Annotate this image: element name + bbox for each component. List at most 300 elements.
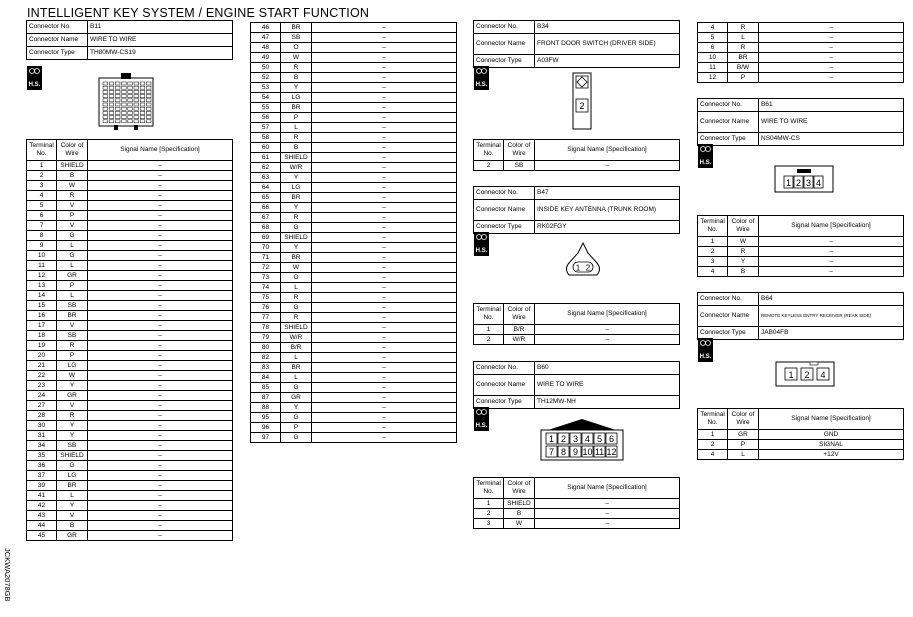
wire-color: Y: [281, 203, 312, 213]
pin-cavity: [103, 107, 108, 110]
signal-name: –: [88, 211, 233, 221]
pin-cavity: [146, 111, 151, 114]
pin-cavity: [103, 86, 108, 89]
wire-color: L: [281, 353, 312, 363]
signal-name: –: [312, 363, 457, 373]
wire-color: L: [57, 241, 88, 251]
wire-color: B: [281, 73, 312, 83]
signal-name: –: [88, 381, 233, 391]
pin-number: 2: [560, 434, 567, 444]
table-row: [27, 171, 233, 181]
pin-number: 6: [608, 434, 615, 444]
signal-name: –: [535, 509, 680, 519]
signal-name: –: [535, 499, 680, 509]
terminal-no: 9: [27, 241, 57, 251]
terminal-no: 57: [251, 123, 281, 133]
wire-color: V: [57, 321, 88, 331]
hs-icon: [474, 232, 489, 256]
wire-color: W: [281, 53, 312, 63]
b11-connector-type: TH80MW-CS19: [88, 47, 233, 60]
table-row: [251, 43, 457, 53]
b61-connector-type: NS04MW-CS: [759, 133, 904, 146]
table-row: [251, 63, 457, 73]
signal-name: –: [88, 511, 233, 521]
pin-cavity: [134, 103, 139, 106]
table-row: [27, 371, 233, 381]
hs-icon: [474, 407, 489, 431]
wire-color: Y: [281, 173, 312, 183]
signal-name: –: [312, 153, 457, 163]
wire-color: W/R: [504, 335, 535, 345]
signal-name: –: [312, 103, 457, 113]
signal-name: –: [312, 233, 457, 243]
pin-number: 5: [596, 434, 603, 444]
table-row: [474, 499, 680, 509]
signal-name: +12V: [759, 450, 904, 460]
pin-cavity: [109, 111, 114, 114]
pin-cavity: [103, 99, 108, 102]
pin-cavity: [146, 107, 151, 110]
wire-color: R: [281, 313, 312, 323]
wire-color: W/R: [281, 333, 312, 343]
wire-color: SB: [504, 161, 535, 171]
terminal-no: 50: [251, 63, 281, 73]
terminal-no: 96: [251, 423, 281, 433]
terminal-no: 10: [27, 251, 57, 261]
signal-name: –: [312, 33, 457, 43]
wire-color: Y: [281, 83, 312, 93]
table-row: [251, 393, 457, 403]
terminal-no: 30: [27, 421, 57, 431]
pin-cavity: [146, 95, 151, 98]
table-row: [251, 333, 457, 343]
b47-pin-1: 1: [575, 263, 581, 273]
signal-name: –: [759, 247, 904, 257]
signal-name: –: [88, 271, 233, 281]
table-row: [27, 251, 233, 261]
signal-name: –: [312, 73, 457, 83]
wire-color: G: [57, 251, 88, 261]
terminal-no: 2: [474, 335, 504, 345]
table-row: [251, 233, 457, 243]
pin-cavity: [140, 82, 145, 85]
b34-connector-no: B34: [535, 21, 680, 34]
pin-number: 4: [815, 178, 822, 188]
terminal-no: 13: [27, 281, 57, 291]
wire-color: B: [281, 143, 312, 153]
terminal-no: 52: [251, 73, 281, 83]
signal-name: –: [312, 173, 457, 183]
signal-name: –: [88, 171, 233, 181]
terminal-no: 65: [251, 193, 281, 203]
terminal-no: 4: [27, 191, 57, 201]
pin-cavity: [122, 99, 127, 102]
pin-cavity: [128, 107, 133, 110]
signal-name: –: [88, 481, 233, 491]
table-row: [27, 501, 233, 511]
signal-name: –: [759, 53, 904, 63]
pin-cavity: [115, 103, 120, 106]
terminal-no: 3: [698, 257, 728, 267]
pin-cavity: [122, 95, 127, 98]
table-row: [27, 421, 233, 431]
signal-name: –: [759, 237, 904, 247]
table-row: [27, 491, 233, 501]
wire-color: B: [504, 509, 535, 519]
wire-color: LG: [57, 471, 88, 481]
pin-cavity: [122, 82, 127, 85]
pin-cavity: [128, 103, 133, 106]
table-row: [251, 103, 457, 113]
pin-cavity: [109, 82, 114, 85]
terminal-no: 22: [27, 371, 57, 381]
pin-cavity: [128, 82, 133, 85]
signal-name: –: [312, 133, 457, 143]
table-row: [474, 509, 680, 519]
terminal-no: 3: [27, 181, 57, 191]
terminal-no: 19: [27, 341, 57, 351]
signal-name: –: [88, 181, 233, 191]
wire-color: BR: [281, 23, 312, 33]
signal-name: –: [759, 257, 904, 267]
wire-color: Y: [57, 421, 88, 431]
terminal-no: 87: [251, 393, 281, 403]
terminal-no: 70: [251, 243, 281, 253]
wire-color: SHIELD: [57, 161, 88, 171]
pin-cavity: [146, 120, 151, 123]
terminal-no: 12: [27, 271, 57, 281]
b60-info-table: Connector No. B60 Connector Name WIRE TO WIRE Connector Type TH12MW-NH: [473, 361, 680, 409]
table-row: [27, 271, 233, 281]
signal-name: –: [312, 23, 457, 33]
terminal-no: 16: [27, 311, 57, 321]
pin-cavity: [109, 95, 114, 98]
wire-color: V: [57, 401, 88, 411]
signal-name: –: [312, 393, 457, 403]
pin-cavity: [109, 116, 114, 119]
signal-name: –: [88, 191, 233, 201]
wire-color: BR: [281, 103, 312, 113]
signal-name: –: [535, 335, 680, 345]
table-row: [698, 33, 904, 43]
pin-cavity: [140, 103, 145, 106]
pin-cavity: [122, 103, 127, 106]
signal-name: –: [88, 321, 233, 331]
table-row: [27, 381, 233, 391]
table-row: [251, 163, 457, 173]
signal-name: –: [312, 163, 457, 173]
pin-cavity: [146, 82, 151, 85]
terminal-no: 1: [474, 499, 504, 509]
pin-cavity: [128, 90, 133, 93]
table-row: [27, 401, 233, 411]
terminal-no: 28: [27, 411, 57, 421]
pin-cavity: [103, 111, 108, 114]
signal-name: –: [312, 183, 457, 193]
signal-name: –: [312, 373, 457, 383]
table-row: [251, 203, 457, 213]
wire-color: G: [281, 303, 312, 313]
pin-cavity: [134, 90, 139, 93]
wire-color: R: [57, 411, 88, 421]
signal-name: –: [312, 53, 457, 63]
table-row: [474, 335, 680, 345]
table-row: [251, 93, 457, 103]
wire-color: V: [57, 201, 88, 211]
wire-color: G: [57, 461, 88, 471]
table-row: [474, 519, 680, 529]
b60-terminal-table-continued: [697, 22, 904, 83]
signal-name: –: [312, 63, 457, 73]
signal-name: –: [312, 283, 457, 293]
table-row: [27, 191, 233, 201]
b60-connector-no: B60: [535, 362, 680, 375]
pin-cavity: [122, 120, 127, 123]
terminal-no: 4: [698, 23, 728, 33]
wire-color: W: [57, 371, 88, 381]
terminal-no: 7: [27, 221, 57, 231]
terminal-no: 2: [474, 161, 504, 171]
wire-color: O: [281, 273, 312, 283]
wire-color: W: [57, 181, 88, 191]
table-row: [251, 183, 457, 193]
b64-connector-type: JAB04FB: [759, 327, 904, 340]
table-row: [251, 143, 457, 153]
b11-connector-name: WIRE TO WIRE: [88, 34, 233, 47]
pin-cavity: [109, 103, 114, 106]
signal-name: –: [88, 401, 233, 411]
table-row: [251, 133, 457, 143]
signal-name: –: [759, 33, 904, 43]
wire-color: W: [728, 237, 759, 247]
table-row: [698, 53, 904, 63]
pin-number: 11: [594, 447, 605, 457]
table-row: [27, 391, 233, 401]
signal-name: –: [88, 361, 233, 371]
signal-name: –: [312, 333, 457, 343]
wire-color: B/R: [281, 343, 312, 353]
pin-cavity: [115, 111, 120, 114]
b60-connector-name: WIRE TO WIRE: [535, 375, 680, 396]
table-row: [27, 351, 233, 361]
wire-color: Y: [57, 431, 88, 441]
wire-color: L: [728, 33, 759, 43]
signal-name: –: [312, 203, 457, 213]
signal-name: –: [312, 113, 457, 123]
b47-connector-name: INSIDE KEY ANTENNA (TRUNK ROOM): [535, 200, 680, 221]
hs-icon: [698, 144, 713, 168]
pin-number: 1: [785, 178, 792, 188]
table-row: [251, 273, 457, 283]
signal-name: –: [88, 501, 233, 511]
signal-name: –: [535, 325, 680, 335]
wire-color: P: [281, 423, 312, 433]
wire-color: B: [57, 171, 88, 181]
b61-terminal-table: Terminal No. Color of Wire Signal Name [Specification] 1 W – 2 R – 3 Y – 4 B –: [697, 215, 904, 277]
page-title: INTELLIGENT KEY SYSTEM / ENGINE START FUNCTION: [27, 6, 370, 20]
pin-number: 4: [820, 370, 826, 380]
signal-name: –: [312, 223, 457, 233]
signal-name: –: [88, 241, 233, 251]
pin-cavity: [109, 99, 114, 102]
wire-color: L: [57, 261, 88, 271]
pin-cavity: [128, 95, 133, 98]
signal-name: –: [88, 371, 233, 381]
signal-name: –: [312, 123, 457, 133]
pin-cavity: [128, 99, 133, 102]
wire-color: GR: [57, 391, 88, 401]
table-row: [27, 431, 233, 441]
terminal-no: 71: [251, 253, 281, 263]
table-row: [251, 243, 457, 253]
terminal-no: 15: [27, 301, 57, 311]
table-row: [251, 283, 457, 293]
wire-color: GR: [281, 393, 312, 403]
terminal-no: 84: [251, 373, 281, 383]
table-row: [251, 253, 457, 263]
table-row: [27, 341, 233, 351]
signal-name: –: [759, 267, 904, 277]
pin-cavity: [146, 103, 151, 106]
pin-number: 1: [788, 370, 794, 380]
pin-cavity: [103, 120, 108, 123]
wire-color: BR: [57, 311, 88, 321]
signal-name: –: [88, 521, 233, 531]
b11-connector-no: B11: [88, 21, 233, 34]
wire-color: P: [728, 440, 759, 450]
pin-cavity: [103, 82, 108, 85]
signal-name: –: [312, 193, 457, 203]
table-row: [27, 211, 233, 221]
table-row: [27, 221, 233, 231]
table-row: [27, 301, 233, 311]
pin-cavity: [134, 82, 139, 85]
signal-name: –: [88, 301, 233, 311]
table-row: [27, 511, 233, 521]
pin-cavity: [140, 120, 145, 123]
terminal-no: 76: [251, 303, 281, 313]
pin-cavity: [140, 111, 145, 114]
terminal-no: 18: [27, 331, 57, 341]
table-row: [251, 413, 457, 423]
table-row: [251, 223, 457, 233]
pin-number: 10: [582, 447, 593, 457]
terminal-no: 11: [698, 63, 728, 73]
b47-terminal-table: Terminal No. Color of Wire Signal Name [Specification] 1 B/R – 2 W/R –: [473, 303, 680, 345]
pin-cavity: [128, 120, 133, 123]
signal-name: –: [312, 403, 457, 413]
wire-color: G: [281, 433, 312, 443]
wire-color: B/R: [504, 325, 535, 335]
wire-color: SB: [57, 441, 88, 451]
terminal-no: 17: [27, 321, 57, 331]
terminal-no: 77: [251, 313, 281, 323]
wire-color: B: [728, 267, 759, 277]
terminal-no: 55: [251, 103, 281, 113]
wire-color: BR: [281, 253, 312, 263]
terminal-no: 74: [251, 283, 281, 293]
pin-cavity: [146, 116, 151, 119]
signal-name: –: [88, 421, 233, 431]
table-row: [27, 531, 233, 541]
wire-color: G: [57, 231, 88, 241]
signal-name: –: [88, 471, 233, 481]
b61-connector-no: B61: [759, 99, 904, 112]
pin-cavity: [115, 120, 120, 123]
table-row: [251, 313, 457, 323]
pin-cavity: [146, 86, 151, 89]
b11-terminal-table: Terminal No. Color of Wire Signal Name [Specification] 1 SHIELD – 2 B – 3 W – 4 R – 5 V – 6 P – 7 V – 8 G – 9 L – 10 G – 11 L – 12 GR – 13 P – 14 L – 15 SB – 16 BR – 17 V – 18 SB – 19 R – 20 P – 21 LG – 22 W – 23 Y – 24 GR – 27 V – 28 R – 30 Y – 31 Y – 34 SB – 35 SHIELD – 36 G – 37 LG – 39 BR – 41 L – 42 Y – 43 V – 44 B – 45 GR –: [26, 139, 233, 541]
pin-cavity: [134, 99, 139, 102]
signal-name: –: [88, 221, 233, 231]
pin-number: 9: [572, 447, 579, 457]
wire-color: SB: [281, 33, 312, 43]
signal-name: –: [88, 331, 233, 341]
table-row: [251, 193, 457, 203]
signal-name: –: [535, 519, 680, 529]
b61-connector-name: WIRE TO WIRE: [759, 112, 904, 133]
table-row: [251, 323, 457, 333]
terminal-no: 36: [27, 461, 57, 471]
pin-cavity: [115, 82, 120, 85]
signal-name: –: [759, 23, 904, 33]
pin-number: 3: [805, 178, 812, 188]
hs-icon: [698, 338, 713, 362]
pin-number: 8: [560, 447, 567, 457]
pin-cavity: [109, 120, 114, 123]
b60-terminal-table: Terminal No. Color of Wire Signal Name [Specification] 1 SHIELD – 2 B – 3 W –: [473, 477, 680, 529]
pin-cavity: [146, 90, 151, 93]
signal-name: –: [88, 441, 233, 451]
terminal-no: 42: [27, 501, 57, 511]
terminal-no: 24: [27, 391, 57, 401]
svg-text:H.S.: H.S.: [475, 423, 488, 429]
pin-number: 3: [572, 434, 579, 444]
svg-text:H.S.: H.S.: [699, 354, 712, 360]
wire-color: P: [57, 281, 88, 291]
terminal-no: 68: [251, 223, 281, 233]
wire-color: Y: [281, 243, 312, 253]
terminal-no: 1: [27, 161, 57, 171]
terminal-no: 20: [27, 351, 57, 361]
table-row: [27, 361, 233, 371]
wire-color: BR: [728, 53, 759, 63]
signal-name: –: [312, 143, 457, 153]
wire-color: BR: [57, 481, 88, 491]
wire-color: SHIELD: [504, 499, 535, 509]
pin-cavity: [128, 116, 133, 119]
table-row: [27, 451, 233, 461]
table-row: [698, 43, 904, 53]
wire-color: W/R: [281, 163, 312, 173]
wire-color: R: [281, 213, 312, 223]
b64-connector-diagram: [775, 361, 835, 387]
signal-name: –: [88, 341, 233, 351]
table-row: [698, 257, 904, 267]
table-row: [251, 53, 457, 63]
pin-cavity: [109, 107, 114, 110]
terminal-no: 67: [251, 213, 281, 223]
b34-connector-name: FRONT DOOR SWITCH (DRIVER SIDE): [535, 34, 680, 55]
wire-color: L: [281, 283, 312, 293]
signal-name: –: [312, 303, 457, 313]
table-row: [251, 423, 457, 433]
terminal-no: 43: [27, 511, 57, 521]
wire-color: O: [281, 43, 312, 53]
wire-color: P: [281, 113, 312, 123]
terminal-no: 5: [698, 33, 728, 43]
table-row: [27, 321, 233, 331]
